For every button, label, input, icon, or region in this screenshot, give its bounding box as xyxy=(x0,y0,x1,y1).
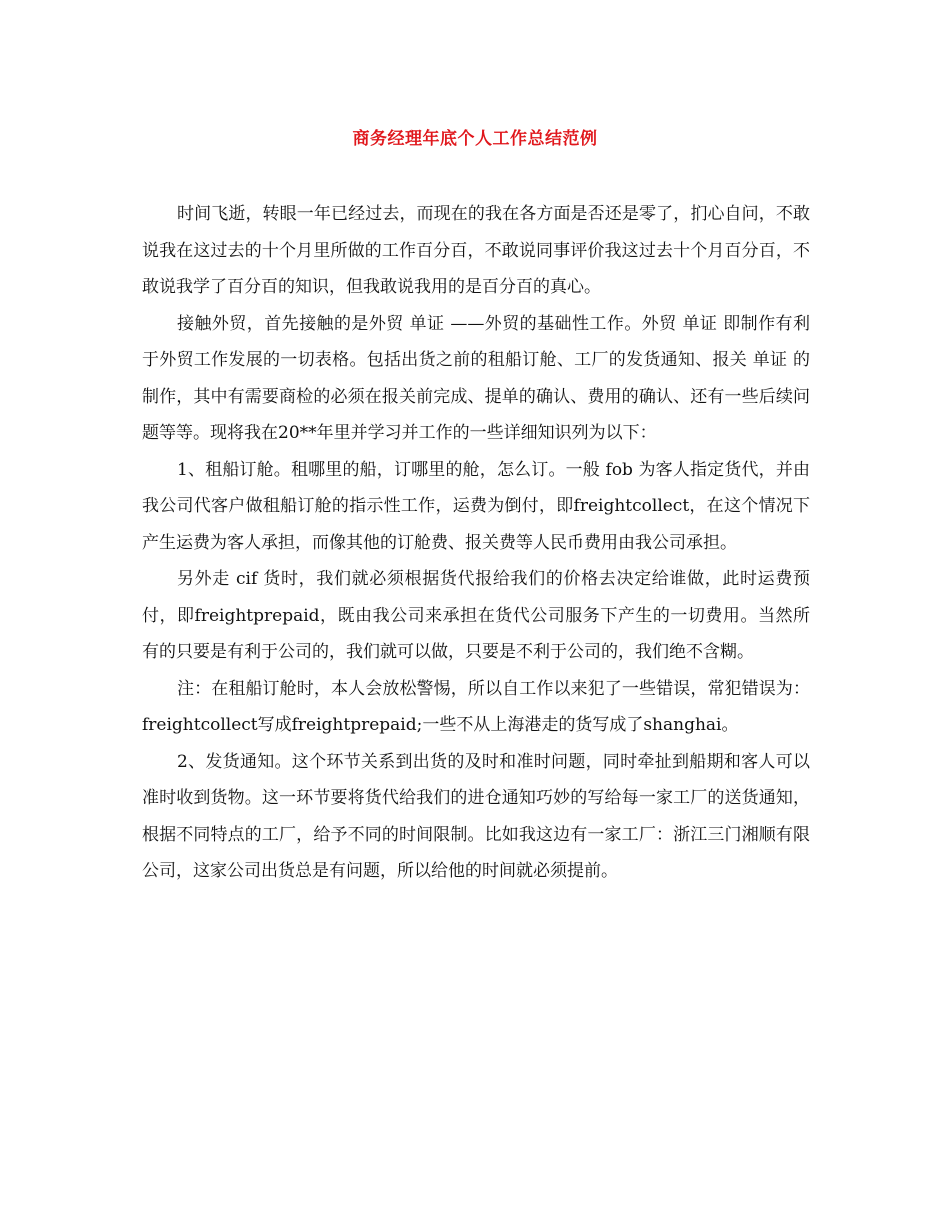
document-body xyxy=(142,196,810,890)
paragraph-intro: 时间飞逝，转眼一年已经过去，而现在的我在各方面是否还是零了，扪心自问，不敢说我在这过去的十个月里所做的工作百分百，不敢说同事评价我这过去十个月百分百，不敢说我学了百分百的知识，但我敢说我用的是百分百的真心。 xyxy=(142,204,810,297)
paragraph-shipping-booking: 1、租船订舱。租哪里的船，订哪里的舱，怎么订。一般 fob 为客人指定货代，并由我公司代客户做租船订舱的指示性工作，运费为倒付，即freightcollect，在这个情况下产生运费为客人承担，而像其他的订舱费、报关费等人民币费用由我公司承担。 xyxy=(142,459,810,553)
paragraph-foreign-trade-documents: 接触外贸，首先接触的是外贸 单证 ——外贸的基础性工作。外贸 单证 即制作有利于外贸工作发展的一切表格。包括出货之前的租船订舱、工厂的发货通知、报关 单证 的制作，其中有需要商检的必须在报关前完成、提单的确认、费用的确认、还有一些后续问题等等。现将我在20**年里并学习并工作的一些详细知识列为以下： xyxy=(142,313,810,443)
document-title: 商务经理年底个人工作总结范例 xyxy=(352,129,598,149)
paragraph-note: 注：在租船订舱时，本人会放松警惕，所以自工作以来犯了一些错误，常犯错误为：freightcollect写成freightprepaid;一些不从上海港走的货写成了shanghai。 xyxy=(142,678,810,735)
paragraph-delivery-notice: 2、发货通知。这个环节关系到出货的及时和准时问题，同时牵扯到船期和客人可以准时收到货物。这一环节要将货代给我们的进仓通知巧妙的写给每一家工厂的送货通知，根据不同特点的工厂，给予不同的时间限制。比如我这边有一家工厂：浙江三门湘顺有限公司，这家公司出货总是有问题，所以给他的时间就必须提前。 xyxy=(142,751,810,881)
paragraph-cif-shipping: 另外走 cif 货时，我们就必须根据货代报给我们的价格去决定给谁做，此时运费预付，即freightprepaid，既由我公司来承担在货代公司服务下产生的一切费用。当然所有的只要是有利于公司的，我们就可以做，只要是不利于公司的，我们绝不含糊。 xyxy=(142,569,810,662)
